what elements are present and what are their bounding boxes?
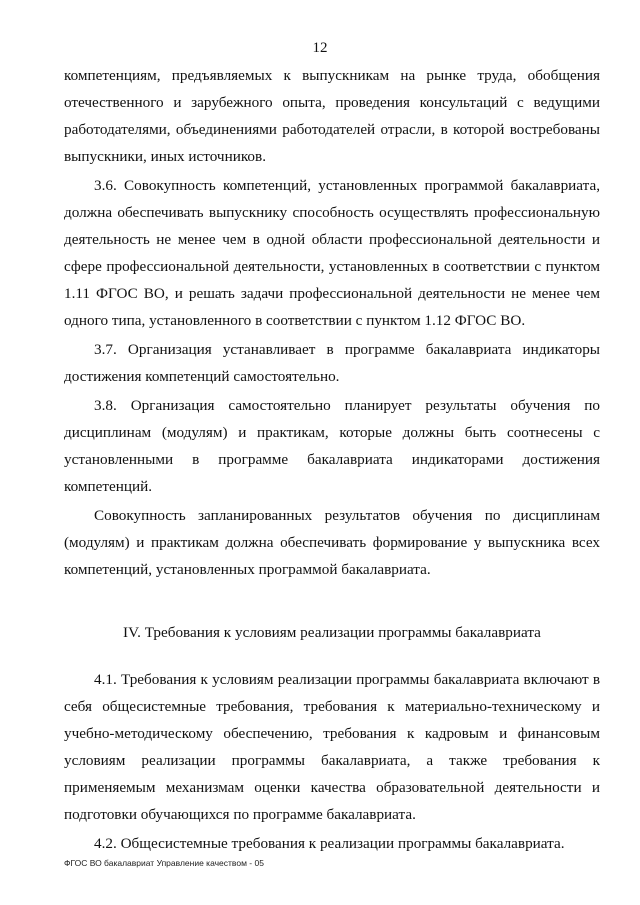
page-footer: ФГОС ВО бакалавриат Управление качеством - 05 [64, 858, 264, 868]
paragraph-4-1: 4.1. Требования к условиям реализации программы бакалавриата включают в себя общесистемные требования, требования к материально-техническому и учебно-методическому обеспечению, требования к кадровым и финансовым условиям реализации программы бакалавриата, а также требования к применяемым механизмам оценки качества образовательной деятельности и подготовки обучающихся по программе бакалавриата. [64, 671, 600, 823]
paragraph-4-2: 4.2. Общесистемные требования к реализации программы бакалавриата. [94, 835, 565, 852]
paragraph-continuation: компетенциям, предъявляемых к выпускникам на рынке труда, обобщения отечественного и зарубежного опыта, проведения консультаций с ведущими работодателями, объединениями работодателей отрасли, в которой востребованы выпускники, иных источников. [64, 67, 600, 165]
paragraph-3-8: 3.8. Организация самостоятельно планирует результаты обучения по дисциплинам (модулям) и практикам, которые должны быть соотнесены с установленными в программе бакалавриата индикаторами достижения компетенций. [64, 397, 600, 495]
paragraph-3-6: 3.6. Совокупность компетенций, установленных программой бакалавриата, должна обеспечивать выпускнику способность осуществлять профессиональную деятельность не менее чем в одной области профессиональной деятельности и сфере профессиональной деятельности, установленных в соответствии с пунктом 1.11 ФГОС ВО, и решать задачи профессиональной деятельности не менее чем одного типа, установленного в соответствии с пунктом 1.12 ФГОС ВО. [64, 177, 600, 329]
section-heading: IV. Требования к условиям реализации программы бакалавриата [123, 624, 541, 641]
paragraph-3-7: 3.7. Организация устанавливает в программе бакалавриата индикаторы достижения компетенций самостоятельно. [64, 341, 600, 385]
paragraph-learning-outcomes: Совокупность запланированных результатов обучения по дисциплинам (модулям) и практикам должна обеспечивать формирование у выпускника всех компетенций, установленных программой бакалавриата. [64, 507, 600, 578]
page-number: 12 [312, 40, 328, 56]
document-body [64, 62, 600, 857]
